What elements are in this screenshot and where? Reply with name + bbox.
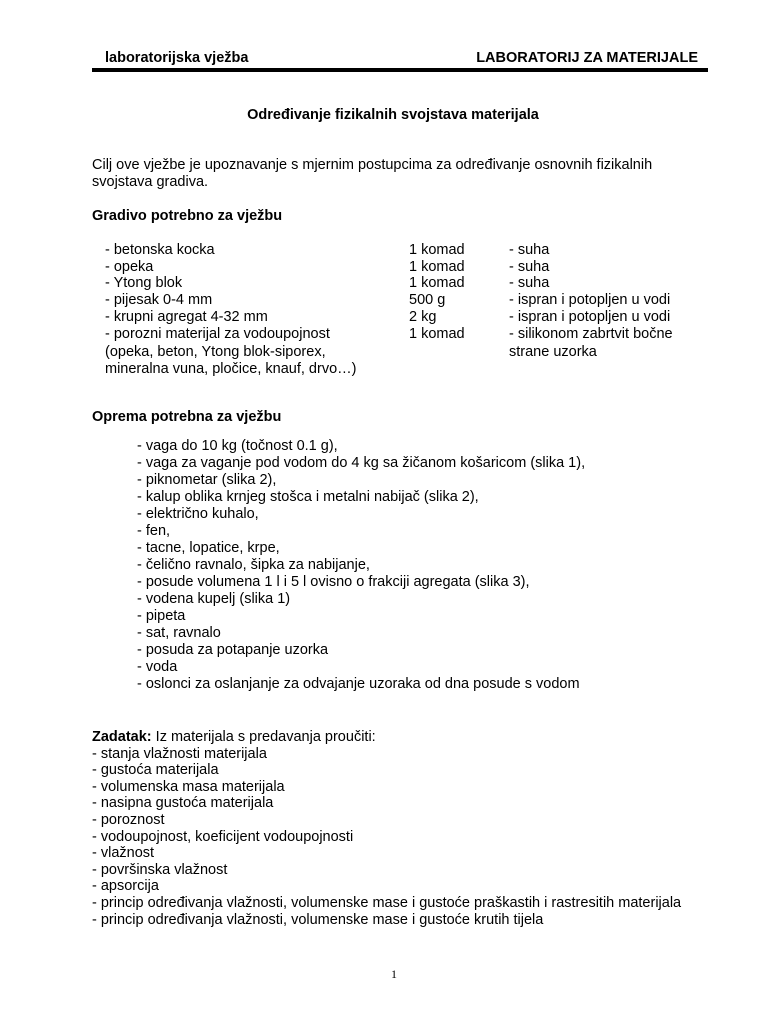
material-name: - betonska kocka	[105, 242, 215, 258]
list-item: - oslonci za oslanjanje za odvajanje uzoraka od dna posude s vodom	[137, 676, 580, 692]
material-name: - Ytong blok	[105, 275, 183, 291]
list-item: - vaga do 10 kg (točnost 0.1 g),	[137, 438, 338, 454]
material-note: - ispran i potopljen u vodi	[509, 309, 671, 325]
list-item: - čelično ravnalo, šipka za nabijanje,	[137, 557, 370, 573]
material-qty: 500 g	[409, 292, 446, 308]
material-note: - suha	[509, 259, 550, 275]
list-item: - fen,	[137, 523, 171, 539]
list-item: - vodoupojnost, koeficijent vodoupojnosti	[92, 828, 354, 845]
material-qty: 1 komad	[409, 259, 465, 275]
material-name: - pijesak 0-4 mm	[105, 292, 213, 308]
material-name: mineralna vuna, pločice, knauf, drvo…)	[105, 361, 357, 377]
page-number: 1	[391, 967, 397, 981]
task-section	[92, 729, 696, 928]
material-row	[0, 275, 768, 292]
material-row	[0, 361, 768, 378]
materials-heading: Gradivo potrebno za vježbu	[92, 208, 283, 224]
material-name: - opeka	[105, 259, 154, 275]
material-row	[0, 242, 768, 259]
material-name: (opeka, beton, Ytong blok-siporex,	[105, 344, 326, 360]
list-item: - posuda za potapanje uzorka	[137, 642, 329, 658]
page-header	[92, 50, 708, 74]
list-item: - posude volumena 1 l i 5 l ovisno o frakciji agregata (slika 3),	[137, 574, 530, 590]
list-item: - stanja vlažnosti materijala	[92, 745, 267, 762]
list-item: - voda	[137, 659, 178, 675]
material-note: - ispran i potopljen u vodi	[509, 292, 671, 308]
intro-paragraph: Cilj ove vježbe je upoznavanje s mjernim postupcima za određivanje osnovnih fizikalnih svojstava gradiva.	[92, 157, 653, 190]
material-name: - krupni agregat 4-32 mm	[105, 309, 268, 325]
material-qty: 1 komad	[409, 242, 465, 258]
header-right-text: LABORATORIJ ZA MATERIJALE	[476, 50, 698, 66]
list-item: - tacne, lopatice, krpe,	[137, 540, 280, 556]
list-item: - vlažnost	[92, 845, 155, 862]
list-item: - površinska vlažnost	[92, 861, 228, 878]
task-label: Zadatak:	[92, 729, 152, 745]
list-item: - vaga za vaganje pod vodom do 4 kg sa žičanom košaricom (slika 1),	[137, 455, 586, 471]
list-item: - princip određivanja vlažnosti, volumenske mase i gustoće krutih tijela	[92, 911, 544, 928]
header-rule	[92, 68, 708, 72]
material-name: - porozni materijal za vodoupojnost	[105, 326, 330, 342]
task-intro-line	[92, 729, 696, 746]
list-item: - apsorcija	[92, 878, 159, 895]
list-item: - električno kuhalo,	[137, 506, 259, 522]
list-item: - poroznost	[92, 811, 165, 828]
equipment-list	[137, 438, 585, 693]
material-note: - suha	[509, 242, 550, 258]
material-row	[0, 326, 768, 343]
material-note: - suha	[509, 275, 550, 291]
material-row	[0, 344, 768, 361]
material-qty: 2 kg	[409, 309, 437, 325]
material-row	[0, 309, 768, 326]
list-item: - kalup oblika krnjeg stošca i metalni nabijač (slika 2),	[137, 489, 479, 505]
list-item: - vodena kupelj (slika 1)	[137, 591, 291, 607]
material-note: strane uzorka	[509, 344, 597, 360]
task-list	[92, 746, 696, 929]
material-qty: 1 komad	[409, 275, 465, 291]
material-note: - silikonom zabrtvit bočne	[509, 326, 673, 342]
material-qty: 1 komad	[409, 326, 465, 342]
list-item: - volumenska masa materijala	[92, 778, 285, 795]
list-item: - gustoća materijala	[92, 762, 219, 779]
equipment-heading: Oprema potrebna za vježbu	[92, 409, 282, 425]
material-row	[0, 292, 768, 309]
list-item: - pipeta	[137, 608, 186, 624]
list-item: - nasipna gustoća materijala	[92, 795, 274, 812]
list-item: - sat, ravnalo	[137, 625, 221, 641]
material-row	[0, 259, 768, 276]
task-intro: Iz materijala s predavanja proučiti:	[151, 729, 376, 745]
header-left-text: laboratorijska vježba	[105, 50, 249, 66]
list-item: - piknometar (slika 2),	[137, 472, 277, 488]
list-item: - princip određivanja vlažnosti, volumenske mase i gustoće praškastih i rastresitih materijala	[92, 894, 682, 911]
document-title: Određivanje fizikalnih svojstava materijala	[247, 107, 539, 123]
